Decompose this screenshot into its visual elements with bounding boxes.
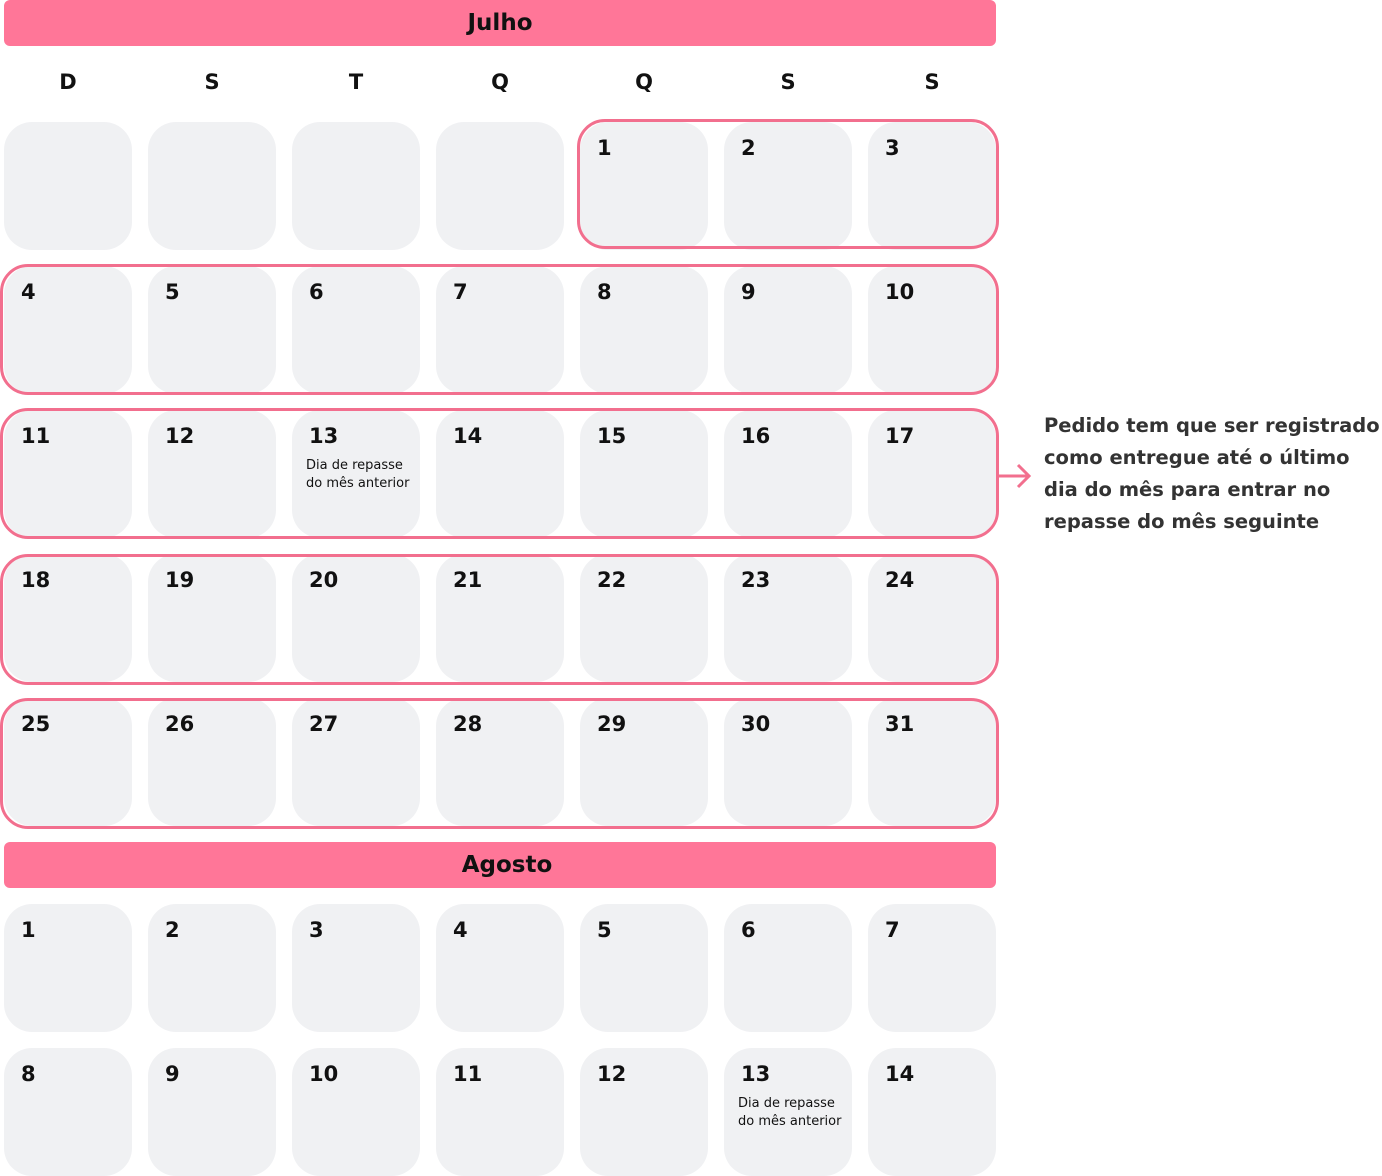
weekday-label-mon: S — [204, 70, 220, 94]
day-number: 28 — [453, 712, 483, 736]
day-cell-july-29 — [580, 698, 708, 826]
day-cell-july-27 — [292, 698, 420, 826]
day-number: 2 — [741, 136, 756, 160]
day-cell-august-1 — [4, 904, 132, 1032]
day-number: 10 — [885, 280, 915, 304]
month-title-july: Julho — [467, 10, 533, 36]
day-number: 13 — [309, 424, 339, 448]
day-number: 9 — [741, 280, 756, 304]
day-cell-july-6 — [292, 266, 420, 394]
day-number: 14 — [885, 1062, 915, 1086]
day-number: 7 — [453, 280, 468, 304]
annotation-text: Pedido tem que ser registrado como entregue até o último dia do mês para entrar no repasse do mês seguinte — [1044, 414, 1380, 533]
day-number: 8 — [21, 1062, 36, 1086]
day-number: 3 — [885, 136, 900, 160]
day-cell-august-9 — [148, 1048, 276, 1176]
day-cell-july-4 — [4, 266, 132, 394]
day-number: 11 — [21, 424, 51, 448]
day-cell-july-11 — [4, 410, 132, 538]
weekday-label-sat: S — [924, 70, 940, 94]
weekday-label-tue: T — [348, 70, 364, 94]
day-number: 12 — [597, 1062, 627, 1086]
day-number: 26 — [165, 712, 195, 736]
day-cell-august-7 — [868, 904, 996, 1032]
day-number: 5 — [165, 280, 180, 304]
day-cell-july-3 — [868, 122, 996, 250]
day-number: 6 — [741, 918, 756, 942]
day-number: 19 — [165, 568, 195, 592]
day-cell-july-1 — [580, 122, 708, 250]
payout-day-note: Dia de repasse do mês anterior — [738, 1096, 842, 1129]
day-number: 21 — [453, 568, 483, 592]
day-number: 25 — [21, 712, 51, 736]
day-number: 20 — [309, 568, 339, 592]
day-cell-july-18 — [4, 554, 132, 682]
day-cell-august-10 — [292, 1048, 420, 1176]
weekday-label-wed: Q — [491, 70, 509, 94]
day-cell-july-28 — [436, 698, 564, 826]
day-cell-august-6 — [724, 904, 852, 1032]
day-cell-august-4 — [436, 904, 564, 1032]
day-number: 17 — [885, 424, 915, 448]
day-number: 12 — [165, 424, 195, 448]
day-number: 29 — [597, 712, 627, 736]
day-cell-july-17 — [868, 410, 996, 538]
weekday-label-sun: D — [59, 70, 77, 94]
day-cell-july-14 — [436, 410, 564, 538]
month-title-august: Agosto — [461, 852, 553, 878]
day-number: 16 — [741, 424, 771, 448]
arrow-right-icon — [996, 461, 1036, 491]
day-cell-august-8 — [4, 1048, 132, 1176]
day-number: 11 — [453, 1062, 483, 1086]
day-number: 22 — [597, 568, 627, 592]
day-number: 1 — [21, 918, 36, 942]
day-cell-august-13 — [724, 1048, 852, 1176]
day-number: 9 — [165, 1062, 180, 1086]
day-cell-july-12 — [148, 410, 276, 538]
day-cell-july-7 — [436, 266, 564, 394]
day-number: 24 — [885, 568, 915, 592]
day-number: 8 — [597, 280, 612, 304]
day-cell-july-16 — [724, 410, 852, 538]
day-number: 4 — [453, 918, 468, 942]
day-number: 5 — [597, 918, 612, 942]
day-number: 1 — [597, 136, 612, 160]
day-cell-july-30 — [724, 698, 852, 826]
day-cell-july-21 — [436, 554, 564, 682]
day-cell-july-22 — [580, 554, 708, 682]
day-number: 23 — [741, 568, 771, 592]
day-cell-july-24 — [868, 554, 996, 682]
empty-day-cell — [436, 122, 564, 250]
empty-day-cell — [292, 122, 420, 250]
day-cell-july-8 — [580, 266, 708, 394]
day-cell-july-31 — [868, 698, 996, 826]
day-number: 14 — [453, 424, 483, 448]
payout-day-note: Dia de repasse do mês anterior — [306, 458, 410, 491]
day-cell-july-5 — [148, 266, 276, 394]
weekday-label-thu: Q — [635, 70, 653, 94]
day-cell-july-20 — [292, 554, 420, 682]
day-cell-july-19 — [148, 554, 276, 682]
day-cell-august-2 — [148, 904, 276, 1032]
month-header-august — [4, 842, 996, 888]
day-cell-july-23 — [724, 554, 852, 682]
day-cell-august-5 — [580, 904, 708, 1032]
day-number: 27 — [309, 712, 339, 736]
day-number: 15 — [597, 424, 627, 448]
day-number: 3 — [309, 918, 324, 942]
day-cell-august-12 — [580, 1048, 708, 1176]
day-number: 13 — [741, 1062, 771, 1086]
day-number: 30 — [741, 712, 771, 736]
day-number: 2 — [165, 918, 180, 942]
day-cell-july-26 — [148, 698, 276, 826]
day-number: 31 — [885, 712, 915, 736]
day-number: 7 — [885, 918, 900, 942]
day-number: 4 — [21, 280, 36, 304]
empty-day-cell — [148, 122, 276, 250]
day-cell-august-14 — [868, 1048, 996, 1176]
empty-day-cell — [4, 122, 132, 250]
day-cell-july-13 — [292, 410, 420, 538]
day-number: 18 — [21, 568, 51, 592]
day-number: 10 — [309, 1062, 339, 1086]
day-number: 6 — [309, 280, 324, 304]
month-header-july — [4, 0, 996, 46]
day-cell-july-15 — [580, 410, 708, 538]
day-cell-july-9 — [724, 266, 852, 394]
weekday-label-fri: S — [780, 70, 796, 94]
day-cell-july-2 — [724, 122, 852, 250]
day-cell-august-11 — [436, 1048, 564, 1176]
day-cell-july-25 — [4, 698, 132, 826]
day-cell-august-3 — [292, 904, 420, 1032]
day-cell-july-10 — [868, 266, 996, 394]
